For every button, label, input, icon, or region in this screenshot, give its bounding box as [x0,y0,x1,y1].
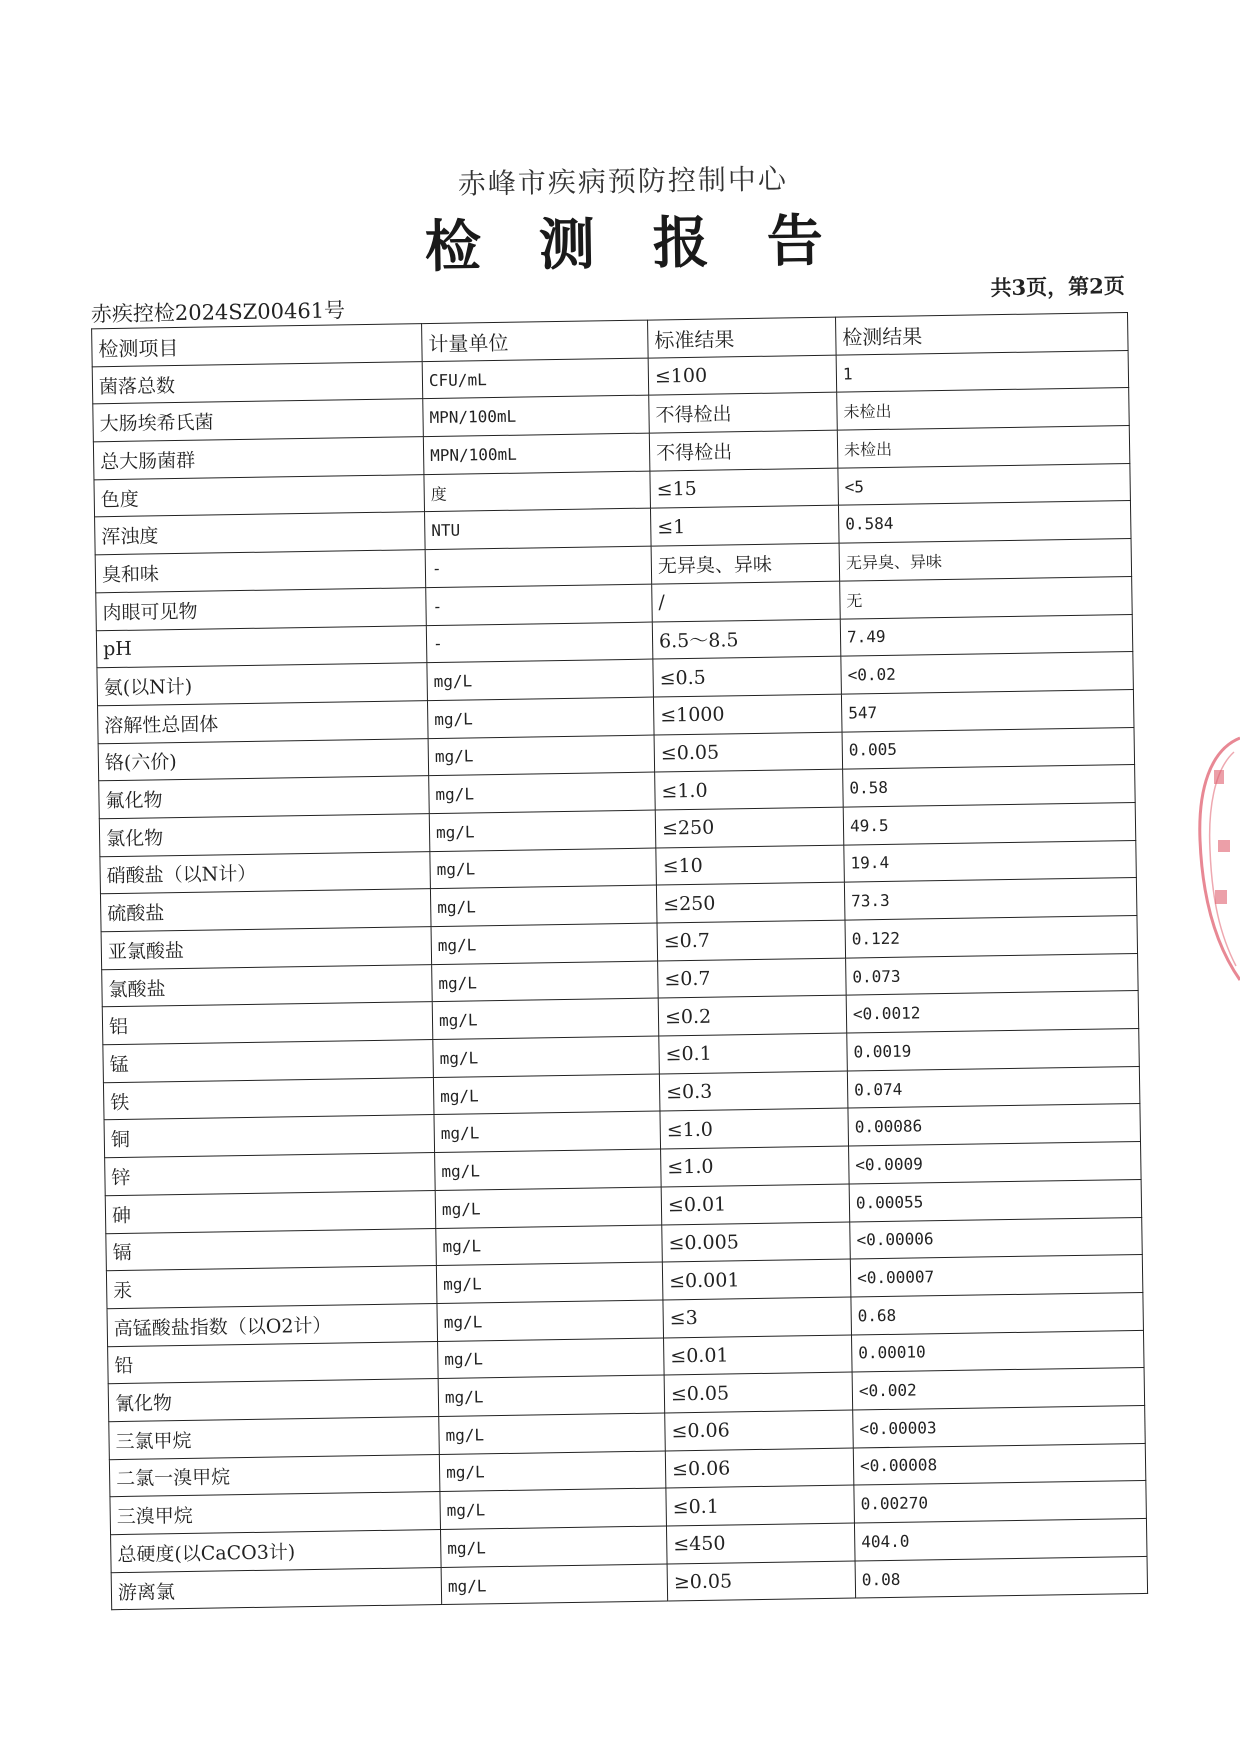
cell-unit: - [426,584,653,625]
cell-unit: mg/L [429,772,656,813]
cell-item: 总硬度(以CaCO3计) [111,1530,442,1573]
cell-item: 镉 [106,1228,437,1271]
cell-unit: mg/L [427,659,654,700]
cell-result: <0.0009 [849,1142,1142,1184]
cell-standard: ≤0.3 [659,1071,848,1112]
stamp-seal-fragment [1190,730,1240,990]
cell-item: 氯化物 [99,814,430,857]
cell-result: 404.0 [854,1518,1147,1560]
cell-standard: ≤450 [666,1523,855,1564]
cell-unit: mg/L [435,1187,662,1228]
cell-item: 铁 [103,1077,434,1120]
cell-result: 0.0019 [847,1029,1140,1071]
cell-item: 浑浊度 [95,512,426,555]
cell-unit: mg/L [430,885,657,926]
cell-standard: ≤100 [648,355,837,396]
cell-item: 锌 [105,1153,436,1196]
cell-standard: ≤10 [656,845,845,886]
cell-standard: ≤250 [655,807,844,848]
cell-result: 0.58 [843,765,1136,807]
cell-standard: ≤15 [650,468,839,509]
cell-unit: - [426,622,653,663]
cell-item: 二氯一溴甲烷 [109,1454,440,1497]
cell-standard: ≤0.5 [653,656,842,697]
cell-result: 19.4 [844,840,1137,882]
cell-standard: 不得检出 [649,393,838,434]
cell-item: 溶解性总固体 [98,700,429,743]
cell-result: <0.0012 [846,991,1139,1033]
cell-unit: mg/L [437,1300,664,1341]
report-id: 赤疾控检2024SZ00461号 [90,298,346,327]
cell-standard: ≤3 [663,1297,852,1338]
cell-unit: mg/L [436,1262,663,1303]
header-result: 检测结果 [836,313,1129,355]
cell-result: 0.00270 [854,1481,1147,1523]
results-table [91,312,1148,1611]
cell-unit: mg/L [441,1526,668,1567]
cell-standard: ≤1000 [653,694,842,735]
cell-unit: mg/L [438,1375,665,1416]
cell-standard: ≤0.1 [666,1485,855,1526]
cell-unit: mg/L [431,923,658,964]
cell-result: 0.074 [847,1066,1140,1108]
cell-standard: ≤0.05 [654,732,843,773]
cell-unit: 度 [424,471,651,512]
cell-result: 7.49 [840,614,1133,656]
cell-unit: mg/L [427,697,654,738]
cell-unit: MPN/100mL [423,433,650,474]
cell-result: 0.00010 [851,1330,1144,1372]
cell-unit: MPN/100mL [423,395,650,436]
cell-item: 三溴甲烷 [110,1492,441,1535]
cell-standard: 无异臭、异味 [651,543,840,584]
cell-unit: mg/L [428,735,655,776]
cell-item: 亚氯酸盐 [101,927,432,970]
cell-standard: ≤1 [650,506,839,547]
header-item: 检测项目 [92,324,423,367]
cell-unit: mg/L [432,998,659,1039]
cell-item: 氰化物 [108,1379,439,1422]
cell-unit: mg/L [439,1451,666,1492]
cell-standard: ≤0.7 [657,920,846,961]
cell-result: 未检出 [837,426,1130,468]
cell-item: 氨(以N计) [97,663,428,706]
cell-item: 菌落总数 [92,361,423,404]
cell-item: 三氯甲烷 [109,1416,440,1459]
cell-result: <0.00007 [850,1255,1143,1297]
cell-result: 0.08 [855,1556,1148,1598]
cell-unit: mg/L [430,848,657,889]
cell-item: 汞 [106,1266,437,1309]
cell-standard: ≤1.0 [655,769,844,810]
cell-item: 高锰酸盐指数（以O2计） [107,1303,438,1346]
cell-standard: ≤0.7 [658,958,847,999]
cell-standard: 6.5～8.5 [652,619,841,660]
cell-standard: ≤0.01 [661,1184,850,1225]
cell-result: <0.00008 [853,1443,1146,1485]
cell-unit: mg/L [432,961,659,1002]
cell-unit: mg/L [434,1111,661,1152]
cell-unit: mg/L [435,1149,662,1190]
cell-result: 73.3 [844,878,1137,920]
cell-result: 49.5 [843,802,1136,844]
cell-item: 砷 [105,1190,436,1233]
cell-result: 0.68 [851,1292,1144,1334]
cell-item: 锰 [103,1040,434,1083]
cell-item: 游离氯 [111,1567,442,1610]
organization-name: 赤峰市疾病预防控制中心 [457,162,789,201]
cell-unit: mg/L [433,1036,660,1077]
page-info: 共3页，第2页 [990,273,1125,301]
cell-standard: ≤0.06 [665,1448,854,1489]
cell-unit: mg/L [439,1413,666,1454]
cell-result: 1 [836,350,1129,392]
cell-unit: mg/L [440,1488,667,1529]
cell-standard: ≤250 [656,882,845,923]
cell-result: 0.122 [845,915,1138,957]
cell-result: 0.584 [838,501,1131,543]
cell-standard: ≤1.0 [661,1146,850,1187]
cell-item: 臭和味 [95,550,426,593]
cell-unit: mg/L [436,1224,663,1265]
cell-unit: mg/L [429,810,656,851]
cell-standard: ≥0.05 [667,1561,856,1602]
cell-standard: ≤0.06 [665,1410,854,1451]
report-title: 检测报告 [424,206,882,281]
cell-item: 氯酸盐 [102,964,433,1007]
cell-result: 0.00055 [849,1179,1142,1221]
cell-unit: mg/L [433,1074,660,1115]
cell-unit: - [425,546,652,587]
cell-result: 0.005 [842,727,1135,769]
header-standard: 标准结果 [648,317,837,358]
cell-standard: ≤0.01 [664,1335,853,1376]
cell-standard: / [652,581,841,622]
cell-standard: ≤0.1 [659,1033,848,1074]
cell-result: <0.002 [852,1368,1145,1410]
cell-result: 0.073 [846,953,1139,995]
cell-item: 总大肠菌群 [93,437,424,480]
header-unit: 计量单位 [422,320,649,361]
cell-standard: ≤0.05 [664,1372,853,1413]
cell-item: 铬(六价) [98,738,429,781]
cell-result: 无 [840,576,1133,618]
cell-item: 铅 [108,1341,439,1384]
cell-item: 色度 [94,474,425,517]
cell-unit: CFU/mL [422,358,649,399]
cell-result: <0.02 [841,652,1134,694]
cell-result: <0.00003 [853,1405,1146,1447]
cell-unit: mg/L [438,1338,665,1379]
cell-item: 铝 [102,1002,433,1045]
cell-result: 547 [841,689,1134,731]
cell-standard: ≤0.2 [658,995,847,1036]
cell-item: 肉眼可见物 [96,587,427,630]
cell-unit: mg/L [441,1564,668,1605]
cell-standard: 不得检出 [649,430,838,471]
cell-unit: NTU [425,509,652,550]
cell-item: 硝酸盐（以N计） [100,851,431,894]
table-body [92,350,1147,1610]
cell-result: 0.00086 [848,1104,1141,1146]
cell-result: <5 [838,463,1131,505]
cell-item: pH [96,625,427,668]
cell-standard: ≤1.0 [660,1108,849,1149]
cell-result: 未检出 [837,388,1130,430]
cell-item: 氟化物 [99,776,430,819]
cell-standard: ≤0.005 [662,1222,851,1263]
cell-result: 无异臭、异味 [839,539,1132,581]
cell-standard: ≤0.001 [662,1259,851,1300]
cell-item: 大肠埃希氏菌 [93,399,424,442]
cell-result: <0.00006 [850,1217,1143,1259]
cell-item: 硫酸盐 [100,889,431,932]
cell-item: 铜 [104,1115,435,1158]
